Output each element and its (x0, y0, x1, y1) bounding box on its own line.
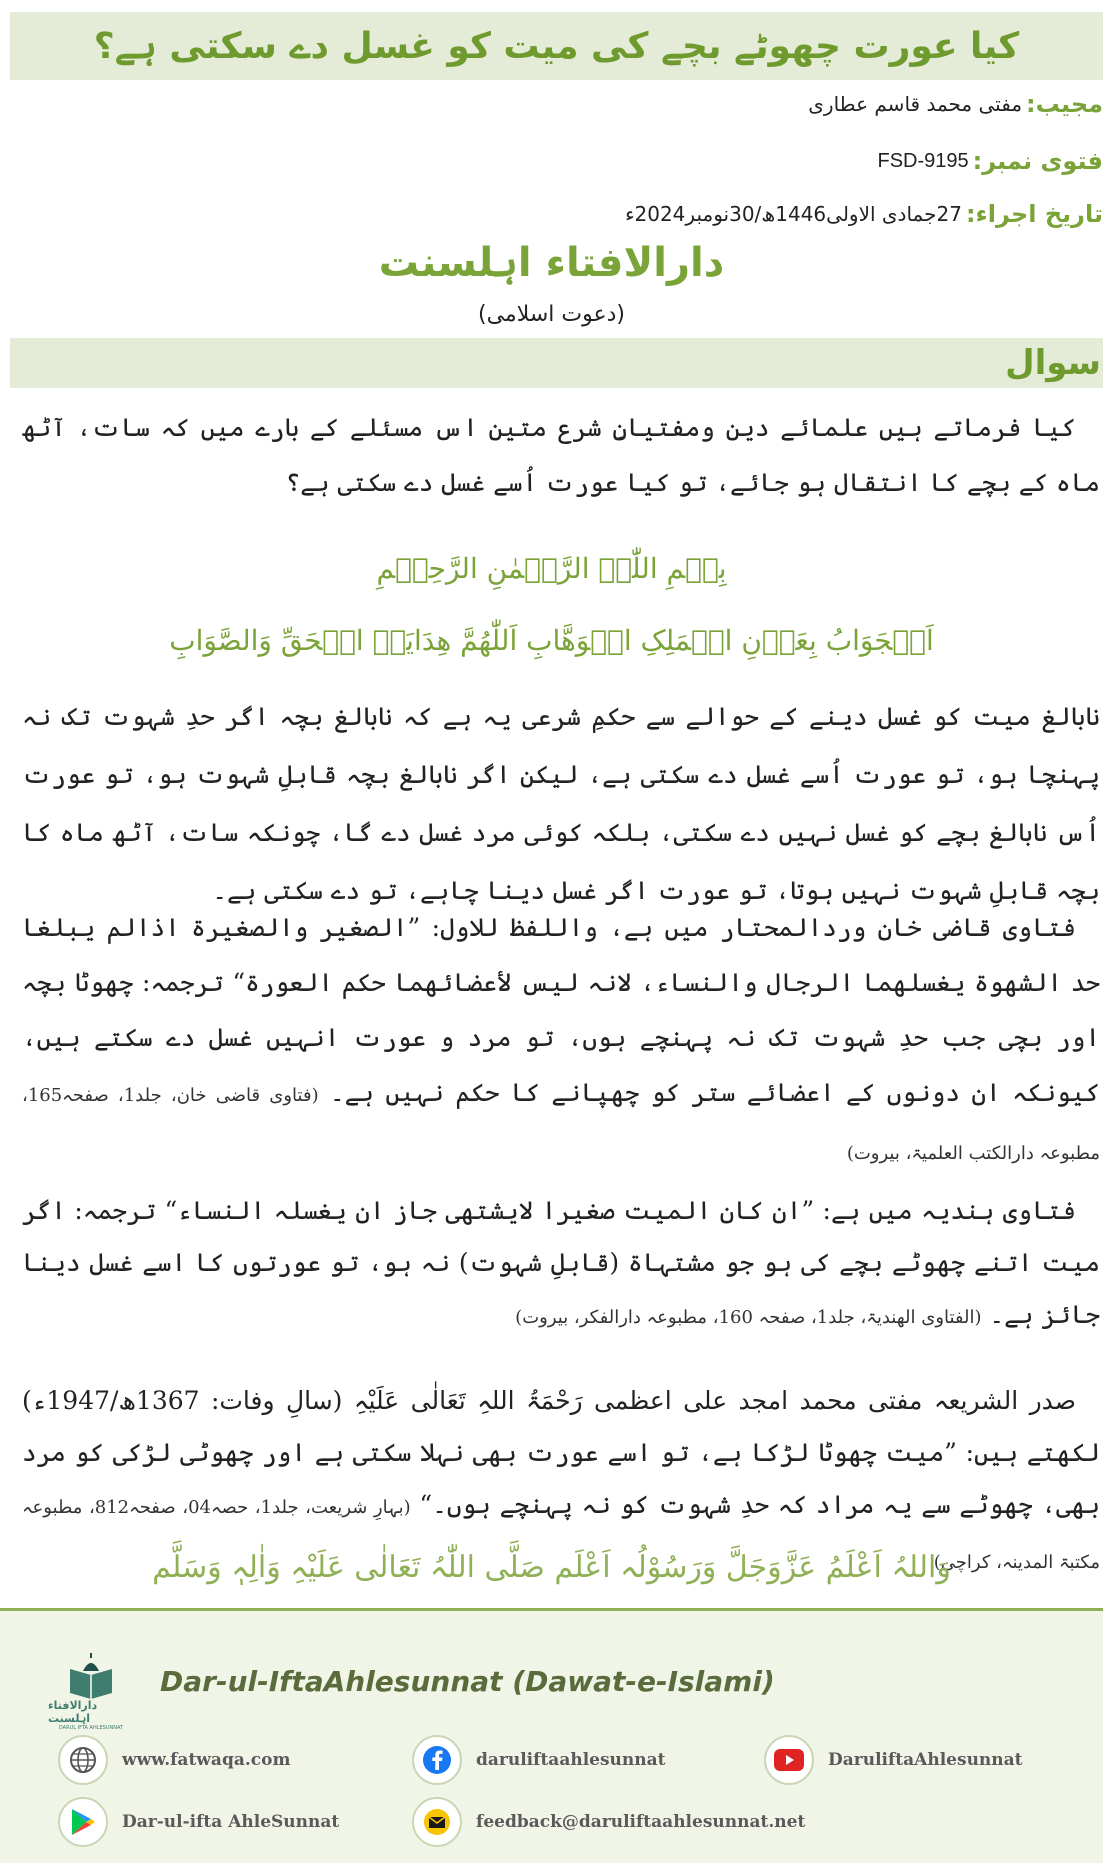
email-icon (412, 1797, 462, 1847)
org-logo (48, 1653, 134, 1735)
question-text: کیا فرماتے ہیں علمائے دین ومفتیانِ شرع متین اس مسئلے کے بارے میں کہ سات، آٹھ ماہ کے بچے کا انتقال ہو جائے، تو کیا عورت اُسے غسل دے سکتی ہے؟ (22, 413, 1100, 497)
bismillah: بِسۡمِ اللّٰہِ الرَّحۡمٰنِ الرَّحِیۡمِ (376, 552, 727, 585)
youtube-link[interactable] (764, 1735, 1023, 1785)
play-store-icon (58, 1797, 108, 1847)
hindiyya-reference: (الفتاوی الھندیۃ، جلد1، صفحہ 160، مطبوعہ دارالفکر، بیروت) (515, 1307, 982, 1328)
section-banner (10, 338, 1103, 388)
fatwa-number-label: فتوی نمبر: (972, 147, 1103, 175)
closing-dua: وَاللہُ اَعْلَمُ عَزَّوَجَلَّ وَرَسُوْلُہ اَعْلَم صَلَّی اللّٰہُ تَعَالٰی عَلَیْہِ وَاٰلِہٖ وَسَلَّم (152, 1550, 951, 1585)
title-banner (10, 12, 1103, 80)
qazi-khan-quote: فتاوی قاضی خان وردالمحتار میں ہے، واللفظ للاول: ”الصغیر والصغیرۃ اذالم یبلغا حد الشھوۃ یغسلھما الرجال والنساء، لانہ لیس لأعضائھما حکم العورۃ“ ترجمہ: چھوٹا بچہ اور بچی جب حدِ شہوت تک نہ پہنچے ہوں، تو مرد و عورت انہیں غسل دے سکتے ہیں، کیونکہ ان دونوں کے اعضائے ستر کو چھپانے کا حکم نہیں ہے۔ (22, 913, 1100, 1107)
qazi-khan-reference: (فتاوی قاضی خان، جلد1، صفحہ165، مطبوعہ دارالکتب العلمیۃ، بیروت) (22, 1085, 1100, 1164)
book-mosque-icon (66, 1653, 116, 1699)
playstore-text: Dar-ul-ifta AhleSunnat (122, 1812, 340, 1832)
website-link[interactable] (58, 1735, 290, 1785)
mujeeb-value: مفتی محمد قاسم عطاری (808, 92, 1023, 116)
mujeeb-row (808, 86, 1103, 122)
page-title: کیا عورت چھوٹے بچے کی میت کو غسل دے سکتی ہے؟ (93, 25, 1020, 67)
playstore-link[interactable] (58, 1797, 339, 1847)
footer-brand: Dar-ul-IftaAhlesunnat (Dawat-e-Islami) (160, 1665, 775, 1698)
email-link[interactable] (412, 1797, 805, 1847)
issue-date-row (625, 196, 1103, 232)
bahar-e-shariat-reference: (بہارِ شریعت، جلد1، حصہ04، صفحہ812، مطبوعہ مکتبۃ المدینہ، کراچی) (22, 1497, 1100, 1573)
issue-date-value: 27جمادی الاولی1446ھ/30نومبر2024ء (625, 202, 962, 226)
answer-paragraph-3 (22, 1185, 1100, 1344)
org-subtitle: (دعوت اسلامی) (478, 302, 625, 327)
answer-opening: اَلۡجَوَابُ بِعَوۡنِ الۡمَلِکِ الۡوَھَّابِ اَللّٰھُمَّ ھِدَایَۃَ الۡحَقِّ وَالصَّوَابِ (169, 624, 934, 657)
email-text: feedback@daruliftaahlesunnat.net (476, 1812, 806, 1832)
bahar-e-shariat-quote: صدر الشریعہ مفتی محمد امجد علی اعظمی رَحْمَۃُ اللہِ تَعَالٰی عَلَیْہِ (سالِ وفات: 1367ھ/1947ء) لکھتے ہیں: ”میت چھوٹا لڑکا ہے، تو اسے عورت بھی نہلا سکتی ہے اور چھوٹی لڑکی کو مرد بھی، چھوٹے سے یہ مراد کہ حدِ شہوت کو نہ پہنچے ہوں۔“ (22, 1386, 1100, 1519)
logo-caption: DARUL IFTA AHLESUNNAT (58, 1725, 124, 1731)
hindiyya-quote: فتاوی ہندیہ میں ہے: ”ان کان المیت صغیرا لایشتھی جاز ان یغسلہ النساء“ ترجمہ: اگر میت اتنے چھوٹے بچے کی ہو جو مشتہاۃ (قابلِ شہوت) نہ ہو، تو عورتوں کا اسے غسل دینا جائز ہے۔ (22, 1196, 1100, 1329)
section-heading: سوال (1005, 343, 1101, 383)
fatwa-number-row (878, 143, 1103, 179)
youtube-text: DaruliftaAhlesunnat (828, 1750, 1023, 1770)
youtube-icon (764, 1735, 814, 1785)
fatwa-number-value: FSD-9195 (877, 149, 969, 172)
mujeeb-label: مجیب: (1026, 90, 1103, 118)
org-name: دارالافتاء اہلسنت (378, 240, 725, 286)
footer (0, 1611, 1103, 1863)
globe-icon (58, 1735, 108, 1785)
facebook-icon (412, 1735, 462, 1785)
facebook-link[interactable] (412, 1735, 665, 1785)
issue-date-label: تاریخ اجراء: (965, 200, 1103, 228)
logo-text: دارالافتاء اہلسنت (48, 1699, 98, 1725)
facebook-text: daruliftaahlesunnat (476, 1750, 666, 1770)
answer-paragraph-1: نابالغ میت کو غسل دینے کے حوالے سے حکمِ شرعی یہ ہے کہ نابالغ بچہ اگر حدِ شہوت تک نہ پہنچا ہو، تو عورت اُسے غسل دے سکتی ہے، لیکن اگر نابالغ بچہ قابلِ شہوت ہو، تو عورت اُس نابالغ بچے کو غسل نہیں دے سکتی، بلکہ کوئی مرد غسل دے گا، چونکہ سات، آٹھ ماہ کا بچہ قابلِ شہوت نہیں ہوتا، تو عورت اگر غسل دینا چاہے، تو دے سکتی ہے۔ (22, 702, 1100, 905)
answer-paragraph-2 (22, 900, 1100, 1181)
website-text: www.fatwaqa.com (122, 1750, 291, 1770)
